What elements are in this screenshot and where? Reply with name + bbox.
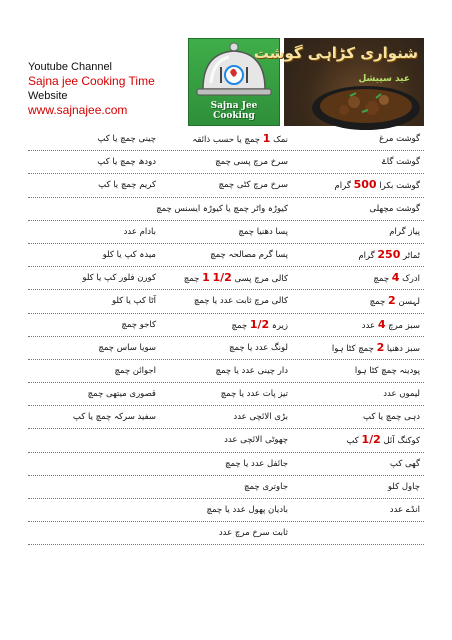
ingredient-cell: لیموں عدد (383, 389, 420, 400)
quantity-number: 1/2 (212, 271, 232, 285)
ingredient-cell: انڈے عدد (389, 505, 420, 515)
logo-caption: Sajna Jee Cooking (210, 101, 258, 121)
quantity-number: 2 (388, 294, 396, 308)
ingredient-cell: سبز مرچ 4 عدد (361, 317, 420, 331)
recipe-header (28, 38, 424, 126)
ingredient-cell: گوشت مچھلی (369, 203, 420, 214)
ingredient-row (28, 429, 424, 452)
channel-info (28, 60, 188, 118)
ingredient-cell: کالی مرچ ثابت عدد یا چمچ (193, 296, 288, 307)
quantity-number: 1 (262, 132, 271, 145)
ingredient-cell (28, 522, 160, 544)
ingredient-cell: بڑی الائچی عدد (233, 412, 288, 423)
ingredient-cell (28, 453, 160, 475)
ingredient-cell (292, 522, 424, 544)
ingredient-cell: کیوڑہ واٹر چمچ یا کیوڑہ ایسنس چمچ (156, 203, 288, 214)
quantity-number: 1/2 (249, 317, 270, 331)
quantity-number: 4 (391, 271, 400, 285)
ingredient-cell: نمک 1 چمچ یا حسب ذائقہ (192, 132, 288, 145)
ingredient-row (28, 337, 424, 360)
ingredient-cell: ٹماٹر 250 گرام (358, 247, 420, 261)
ingredient-cell: سرخ مرچ کٹی چمچ (218, 180, 288, 191)
ingredient-row (28, 406, 424, 429)
ingredient-cell: کاجو چمچ (121, 319, 156, 330)
ingredient-row (28, 360, 424, 383)
ingredient-cell: سفید سرکہ چمچ یا کپ (72, 412, 156, 423)
ingredient-row (28, 314, 424, 337)
ingredient-cell: پسا دھنیا چمچ (238, 226, 288, 237)
ingredient-row (28, 290, 424, 313)
banner-title: شنواری کڑاہی گوشت (253, 44, 418, 62)
quantity-number: 500 (353, 178, 377, 192)
quantity-number: 250 (377, 247, 401, 261)
ingredient-row (28, 128, 424, 151)
ingredient-cell: ادرک 4 چمچ (373, 271, 420, 285)
ingredient-row (28, 383, 424, 406)
ingredient-cell: پیاز گرام (389, 226, 420, 237)
ingredients-grid (28, 128, 424, 545)
ingredient-cell: لہسن 2 چمچ (369, 294, 420, 308)
ingredient-cell: آٹا کپ یا کلو (111, 296, 156, 307)
ingredient-cell: جاوتری چمچ (243, 481, 288, 492)
channel-label: Youtube Channel (28, 61, 113, 73)
quantity-number: 2 (376, 340, 385, 354)
ingredient-cell: دودھ چمچ یا کپ (97, 157, 156, 168)
ingredient-cell: گوشت بکرا 500 گرام (334, 178, 420, 192)
banner-subtitle: عید سپیشل (358, 74, 410, 84)
ingredient-cell: جائفل عدد یا چمچ (225, 458, 288, 469)
website-url[interactable]: www.sajnajee.com (28, 103, 128, 117)
ingredient-cell: زیرہ 1/2 چمچ (231, 317, 288, 331)
ingredient-cell: دار چینی عدد یا چمچ (215, 365, 288, 376)
ingredient-row (28, 522, 424, 545)
website-label: Website (28, 90, 68, 102)
ingredient-row (28, 267, 424, 290)
ingredient-cell: گوشت مرغ (379, 134, 420, 144)
quantity-number: 4 (377, 317, 386, 331)
ingredient-cell: بادام عدد (123, 226, 156, 237)
ingredient-cell: کالی مرچ پسی 1/2 1 چمچ (183, 271, 288, 285)
recipe-banner (253, 38, 424, 126)
ingredient-cell: ثابت سرخ مرچ عدد (218, 528, 288, 539)
ingredient-cell (28, 499, 160, 521)
ingredient-cell (28, 476, 160, 498)
ingredient-cell: سرخ مرچ پسی چمچ (215, 157, 288, 168)
ingredient-cell: تیز پات عدد یا چمچ (220, 389, 288, 400)
ingredient-cell: پودینہ چمچ کٹا ہوا (354, 365, 420, 376)
ingredient-cell: گھی کپ (389, 458, 420, 469)
ingredient-row (28, 174, 424, 197)
ingredient-row (28, 221, 424, 244)
quantity-number: 1/2 (361, 433, 381, 447)
ingredient-cell: لونگ عدد یا چمچ (229, 342, 288, 353)
ingredient-row (28, 453, 424, 476)
ingredient-row (28, 499, 424, 522)
ingredient-row (28, 198, 424, 221)
ingredient-cell: کورن فلور کپ یا کلو (82, 273, 156, 284)
ingredient-cell (28, 429, 160, 451)
ingredient-cell: سبز دھنیا 2 چمچ کٹا ہوا (331, 340, 420, 354)
ingredient-cell: کوکنگ آئل 1/2 کپ (346, 433, 420, 447)
ingredient-cell: پسا گرم مصالحہ چمچ (210, 249, 288, 260)
ingredient-row (28, 151, 424, 174)
ingredient-cell: چھوٹی الائچی عدد (224, 435, 288, 446)
ingredient-cell: گوشت گاۓ (381, 157, 420, 168)
ingredient-cell: چینی چمچ یا کپ (97, 134, 156, 144)
channel-name: Sajna jee Cooking Time (28, 74, 155, 88)
ingredient-cell: دہی چمچ یا کپ (363, 412, 420, 423)
ingredient-cell: کریم چمچ یا کپ (98, 180, 156, 191)
ingredient-cell: میدہ کپ یا کلو (102, 249, 156, 260)
ingredient-row (28, 244, 424, 267)
ingredient-cell: چاول کلو (387, 481, 420, 492)
ingredient-row (28, 476, 424, 499)
ingredient-cell: قصوری میتھی چمچ (87, 389, 156, 400)
ingredient-cell: اجوائن چمچ (114, 365, 156, 376)
ingredient-cell: سویا ساس چمچ (98, 342, 156, 353)
ingredient-cell: بادیان پھول عدد یا چمچ (206, 505, 288, 515)
quantity-number: 1 (202, 271, 210, 285)
